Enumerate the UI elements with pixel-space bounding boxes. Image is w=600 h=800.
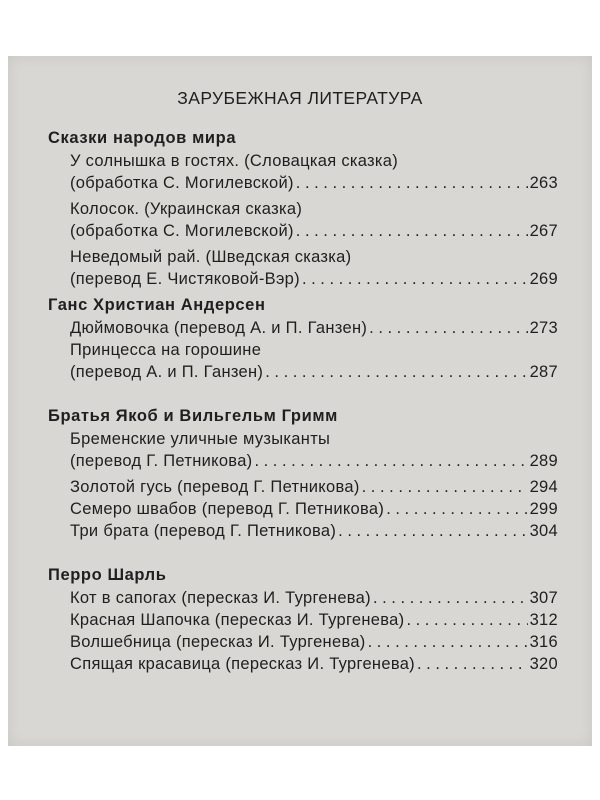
entry-title: Спящая красавица (пересказ И. Тургенева) (70, 655, 415, 673)
page-number: 263 (529, 174, 558, 192)
page-number: 287 (529, 363, 558, 381)
entry-line (70, 450, 558, 472)
page-number: 320 (529, 655, 558, 673)
entry-title: (перевод Е. Чистяковой-Вэр) (70, 270, 300, 288)
toc-entry (70, 520, 558, 542)
toc-entry (70, 198, 558, 242)
entry-line (70, 246, 558, 268)
entry-line (70, 339, 558, 361)
entry-line (70, 428, 558, 450)
page-number: 273 (529, 319, 558, 337)
dot-leader (362, 476, 528, 498)
toc-entry (70, 476, 558, 498)
entry-title: Волшебница (пересказ И. Тургенева) (70, 633, 366, 651)
entry-line (70, 587, 558, 609)
entry-line (70, 317, 558, 339)
entry-line (70, 220, 558, 242)
toc-section (48, 563, 558, 675)
dot-leader (265, 361, 527, 383)
book-page (8, 56, 592, 746)
toc-entry (70, 609, 558, 631)
page-number: 316 (529, 633, 558, 651)
toc-entry (70, 150, 558, 194)
entry-line (70, 268, 558, 290)
entry-line (70, 631, 558, 653)
page-number: 269 (529, 270, 558, 288)
page-title: ЗАРУБЕЖНАЯ ЛИТЕРАТУРА (177, 88, 423, 108)
dot-leader (386, 498, 527, 520)
page-number: 304 (529, 522, 558, 540)
page-number: 312 (529, 611, 558, 629)
toc-section (48, 126, 558, 290)
dot-leader (338, 520, 527, 542)
entry-line (70, 198, 558, 220)
toc-entry (70, 631, 558, 653)
entry-title: (перевод А. и П. Ганзен) (70, 363, 264, 381)
entry-title: Кот в сапогах (пересказ И. Тургенева) (70, 589, 371, 607)
toc-entry (70, 587, 558, 609)
entry-line (70, 172, 558, 194)
section-heading: Сказки народов мира (48, 129, 237, 147)
entry-title: Золотой гусь (перевод Г. Петникова) (70, 478, 360, 496)
dot-leader (296, 220, 528, 242)
section-heading: Перро Шарль (48, 566, 167, 584)
entry-title: (перевод Г. Петникова) (70, 452, 253, 470)
toc-entry (70, 498, 558, 520)
entry-title: (обработка С. Могилевской) (70, 222, 294, 240)
entry-title: У солнышка в гостях. (Словацкая сказка) (70, 152, 399, 170)
dot-leader (417, 653, 528, 675)
toc-entry (70, 246, 558, 290)
entry-line (70, 520, 558, 542)
entry-title: Неведомый рай. (Шведская сказка) (70, 248, 352, 266)
toc-entry (70, 428, 558, 472)
dot-leader (369, 317, 527, 339)
entry-title: Принцесса на горошине (70, 341, 262, 359)
entry-title: Три брата (перевод Г. Петникова) (70, 522, 337, 540)
entry-line (70, 476, 558, 498)
toc-entry (70, 653, 558, 675)
entry-title: Бременские уличные музыканты (70, 430, 331, 448)
toc-section (48, 293, 558, 383)
toc-section (48, 404, 558, 542)
entry-title: Колосок. (Украинская сказка) (70, 200, 303, 218)
dot-leader (373, 587, 528, 609)
entry-line (70, 653, 558, 675)
page-number: 299 (529, 500, 558, 518)
page-number: 267 (529, 222, 558, 240)
dot-leader (302, 268, 528, 290)
section-heading: Братья Якоб и Вильгельм Гримм (48, 407, 338, 425)
section-heading: Ганс Христиан Андерсен (48, 296, 266, 314)
page-number: 289 (529, 452, 558, 470)
entry-line (70, 361, 558, 383)
dot-leader (368, 631, 528, 653)
entry-title: Дюймовочка (перевод А. и П. Ганзен) (70, 319, 368, 337)
entry-line (70, 609, 558, 631)
page-number: 294 (529, 478, 558, 496)
page-number: 307 (529, 589, 558, 607)
entry-title: (обработка С. Могилевской) (70, 174, 294, 192)
entry-line (70, 498, 558, 520)
entry-title: Красная Шапочка (пересказ И. Тургенева) (70, 611, 405, 629)
dot-leader (254, 450, 527, 472)
dot-leader (406, 609, 527, 631)
dot-leader (296, 172, 528, 194)
toc-entry (70, 339, 558, 383)
entry-title: Семеро швабов (перевод Г. Петникова) (70, 500, 385, 518)
entry-line (70, 150, 558, 172)
toc-entry (70, 317, 558, 339)
